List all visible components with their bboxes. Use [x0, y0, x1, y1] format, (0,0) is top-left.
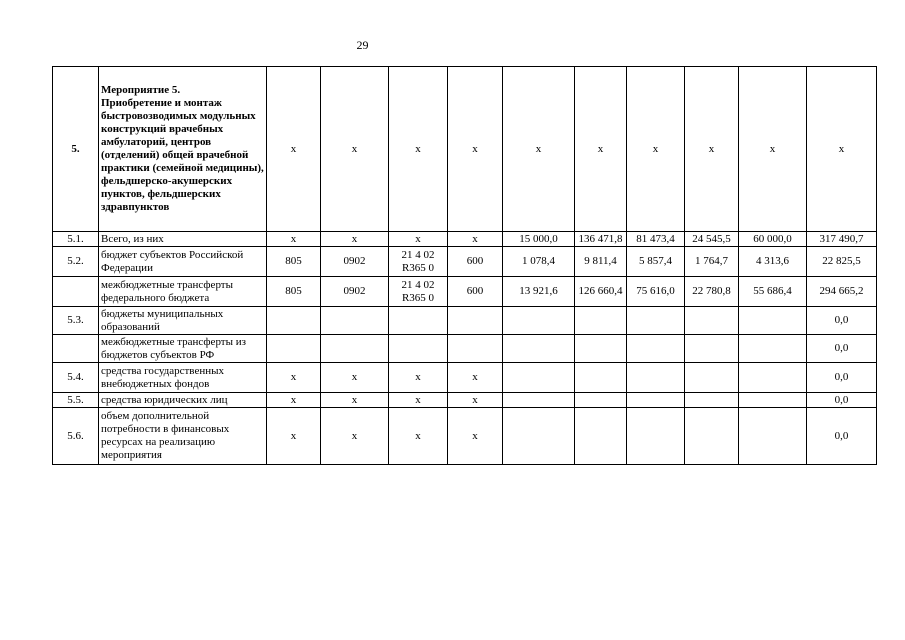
col-rzpr: х — [321, 67, 389, 232]
col-rzpr: х — [321, 232, 389, 247]
col-grbs: х — [267, 408, 321, 465]
value-cell: х — [503, 67, 575, 232]
row-number: 5. — [53, 67, 99, 232]
col-csr: 21 4 02 R365 0 — [389, 247, 448, 277]
value-cell — [627, 363, 685, 393]
table-row — [53, 363, 877, 393]
value-cell: х — [739, 67, 807, 232]
value-cell: 1 764,7 — [685, 247, 739, 277]
col-grbs: х — [267, 393, 321, 408]
table-row — [53, 67, 877, 232]
value-cell: 4 313,6 — [739, 247, 807, 277]
col-csr: х — [389, 408, 448, 465]
total-cell: 0,0 — [807, 363, 877, 393]
total-cell: х — [807, 67, 877, 232]
table-row — [53, 247, 877, 277]
row-name: бюджет субъектов Российской Федерации — [99, 247, 267, 277]
value-cell — [575, 307, 627, 335]
col-vr — [448, 307, 503, 335]
value-cell: 60 000,0 — [739, 232, 807, 247]
value-cell: 15 000,0 — [503, 232, 575, 247]
col-vr: х — [448, 393, 503, 408]
row-name: средства государственных внебюджетных фондов — [99, 363, 267, 393]
value-cell — [503, 393, 575, 408]
col-grbs: 805 — [267, 247, 321, 277]
table-row — [53, 307, 877, 335]
value-cell — [575, 335, 627, 363]
row-name: объем дополнительной потребности в финансовых ресурсах на реализацию мероприятия — [99, 408, 267, 465]
budget-table — [52, 66, 877, 465]
col-grbs — [267, 335, 321, 363]
value-cell — [685, 307, 739, 335]
value-cell: 9 811,4 — [575, 247, 627, 277]
row-number: 5.5. — [53, 393, 99, 408]
value-cell: 22 780,8 — [685, 277, 739, 307]
col-grbs: х — [267, 67, 321, 232]
col-grbs: х — [267, 363, 321, 393]
col-rzpr: 0902 — [321, 277, 389, 307]
value-cell: 55 686,4 — [739, 277, 807, 307]
value-cell: х — [685, 67, 739, 232]
value-cell — [503, 363, 575, 393]
col-csr — [389, 335, 448, 363]
row-number — [53, 277, 99, 307]
table-row — [53, 335, 877, 363]
col-csr: х — [389, 232, 448, 247]
value-cell: 75 616,0 — [627, 277, 685, 307]
value-cell — [739, 393, 807, 408]
col-vr: х — [448, 67, 503, 232]
row-number: 5.2. — [53, 247, 99, 277]
col-rzpr: х — [321, 363, 389, 393]
col-grbs — [267, 307, 321, 335]
value-cell — [685, 393, 739, 408]
col-rzpr: х — [321, 408, 389, 465]
value-cell — [739, 408, 807, 465]
col-rzpr — [321, 335, 389, 363]
value-cell — [627, 307, 685, 335]
col-csr: 21 4 02 R365 0 — [389, 277, 448, 307]
col-csr: х — [389, 67, 448, 232]
value-cell: 13 921,6 — [503, 277, 575, 307]
value-cell — [503, 307, 575, 335]
total-cell: 0,0 — [807, 307, 877, 335]
value-cell — [685, 408, 739, 465]
col-vr — [448, 335, 503, 363]
page-number: 29 — [356, 38, 369, 52]
table-row — [53, 232, 877, 247]
value-cell — [685, 363, 739, 393]
row-name: бюджеты муниципальных образований — [99, 307, 267, 335]
value-cell — [503, 408, 575, 465]
col-vr: х — [448, 232, 503, 247]
value-cell — [575, 363, 627, 393]
col-vr: 600 — [448, 247, 503, 277]
row-name: межбюджетные трансферты из бюджетов субъектов РФ — [99, 335, 267, 363]
value-cell — [503, 335, 575, 363]
row-number: 5.3. — [53, 307, 99, 335]
total-cell: 0,0 — [807, 408, 877, 465]
col-rzpr: 0902 — [321, 247, 389, 277]
row-number — [53, 335, 99, 363]
value-cell — [739, 335, 807, 363]
table-row — [53, 277, 877, 307]
total-cell: 22 825,5 — [807, 247, 877, 277]
col-grbs: х — [267, 232, 321, 247]
col-rzpr: х — [321, 393, 389, 408]
col-vr: х — [448, 363, 503, 393]
value-cell — [575, 393, 627, 408]
value-cell: 126 660,4 — [575, 277, 627, 307]
value-cell: 5 857,4 — [627, 247, 685, 277]
value-cell — [575, 408, 627, 465]
col-csr: х — [389, 393, 448, 408]
value-cell — [627, 393, 685, 408]
value-cell — [627, 408, 685, 465]
row-name: Мероприятие 5. Приобретение и монтаж быстровозводимых модульных конструкций врачебных амбулаторий, центров (отделений) общей врачебной практики (семейной медицины), фельдшерско-акушерских пунктов, фельдшерских здравпунктов — [99, 67, 267, 232]
value-cell — [627, 335, 685, 363]
table-row — [53, 393, 877, 408]
col-grbs: 805 — [267, 277, 321, 307]
row-name: средства юридических лиц — [99, 393, 267, 408]
value-cell — [685, 335, 739, 363]
col-csr: х — [389, 363, 448, 393]
row-name: Всего, из них — [99, 232, 267, 247]
table-row — [53, 408, 877, 465]
value-cell: 24 545,5 — [685, 232, 739, 247]
value-cell: х — [627, 67, 685, 232]
col-vr: х — [448, 408, 503, 465]
col-csr — [389, 307, 448, 335]
value-cell — [739, 363, 807, 393]
row-number: 5.1. — [53, 232, 99, 247]
row-number: 5.4. — [53, 363, 99, 393]
total-cell: 0,0 — [807, 393, 877, 408]
total-cell: 294 665,2 — [807, 277, 877, 307]
value-cell: х — [575, 67, 627, 232]
row-number: 5.6. — [53, 408, 99, 465]
value-cell — [739, 307, 807, 335]
row-name: межбюджетные трансферты федерального бюджета — [99, 277, 267, 307]
value-cell: 1 078,4 — [503, 247, 575, 277]
total-cell: 0,0 — [807, 335, 877, 363]
col-vr: 600 — [448, 277, 503, 307]
value-cell: 81 473,4 — [627, 232, 685, 247]
total-cell: 317 490,7 — [807, 232, 877, 247]
value-cell: 136 471,8 — [575, 232, 627, 247]
col-rzpr — [321, 307, 389, 335]
